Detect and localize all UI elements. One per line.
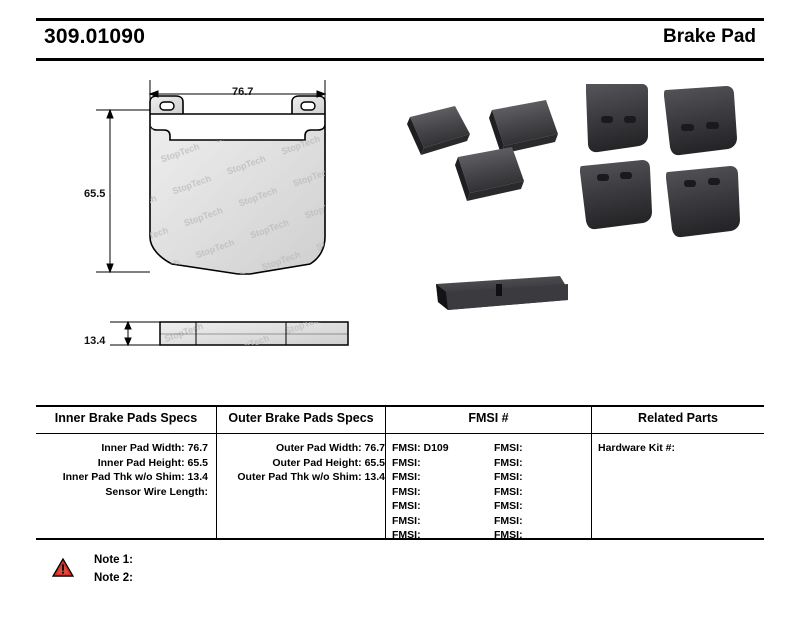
- list-item: FMSI:: [494, 514, 523, 527]
- list-item: FMSI:: [392, 485, 421, 498]
- list-item: FMSI:: [494, 471, 523, 483]
- fmsi-list-left: [392, 441, 449, 543]
- list-item: FMSI:: [494, 456, 523, 469]
- list-item: FMSI:: [392, 471, 421, 483]
- front-view-pad: [150, 96, 325, 274]
- list-item: Outer Pad Width: 76.7: [275, 442, 385, 454]
- column-header-related-parts: Related Parts: [638, 411, 718, 425]
- list-item: Hardware Kit #:: [598, 442, 676, 454]
- list-item: Inner Pad Width: 76.7: [101, 442, 208, 454]
- technical-drawing: [0, 62, 800, 392]
- list-item: FMSI: D109: [392, 442, 449, 454]
- table-header-divider: [36, 433, 764, 434]
- table-column-divider-2: [385, 405, 386, 540]
- list-item: Outer Pad Height: 65.5: [272, 456, 385, 469]
- related-parts-list: [598, 441, 675, 456]
- note-2-label: Note 2:: [94, 572, 133, 584]
- header-top-rule: [36, 18, 764, 21]
- product-photo-angled-pads: [407, 100, 558, 201]
- list-item: Outer Pad Thk w/o Shim: 13.4: [237, 471, 385, 483]
- table-top-border: [36, 405, 764, 407]
- column-header-inner-specs: Inner Brake Pads Specs: [54, 411, 198, 425]
- side-edge-view: [160, 322, 348, 345]
- drawing-svg: [0, 62, 800, 402]
- dimension-height-label: 65.5: [84, 188, 106, 200]
- dimension-width-label: 76.7: [232, 86, 254, 98]
- inner-specs-list: [36, 441, 208, 499]
- column-header-fmsi: FMSI #: [468, 411, 509, 425]
- warning-triangle-icon: [52, 558, 74, 577]
- fmsi-list-right: [494, 441, 523, 543]
- note-1-label: Note 1:: [94, 554, 133, 566]
- list-item: Sensor Wire Length:: [105, 485, 208, 498]
- list-item: FMSI:: [494, 485, 523, 498]
- dimension-thickness-label: 13.4: [84, 335, 106, 347]
- page-title: Brake Pad: [663, 26, 756, 47]
- list-item: FMSI:: [392, 500, 421, 512]
- specs-table: [36, 405, 764, 540]
- list-item: FMSI:: [392, 456, 421, 469]
- list-item: Inner Pad Thk w/o Shim: 13.4: [62, 471, 208, 483]
- header-bottom-rule: [36, 58, 764, 61]
- column-header-outer-specs: Outer Brake Pads Specs: [228, 411, 374, 425]
- table-column-divider-3: [591, 405, 592, 540]
- list-item: FMSI:: [494, 442, 523, 454]
- list-item: FMSI:: [392, 529, 421, 541]
- outer-specs-list: [217, 441, 385, 485]
- list-item: FMSI:: [494, 500, 523, 512]
- list-item: FMSI:: [392, 514, 421, 527]
- product-photo-edge-pad: [436, 276, 568, 310]
- part-number: 309.01090: [44, 25, 146, 48]
- product-photo-flat-pads: [580, 84, 740, 237]
- list-item: FMSI:: [494, 529, 523, 541]
- list-item: Inner Pad Height: 65.5: [97, 456, 208, 469]
